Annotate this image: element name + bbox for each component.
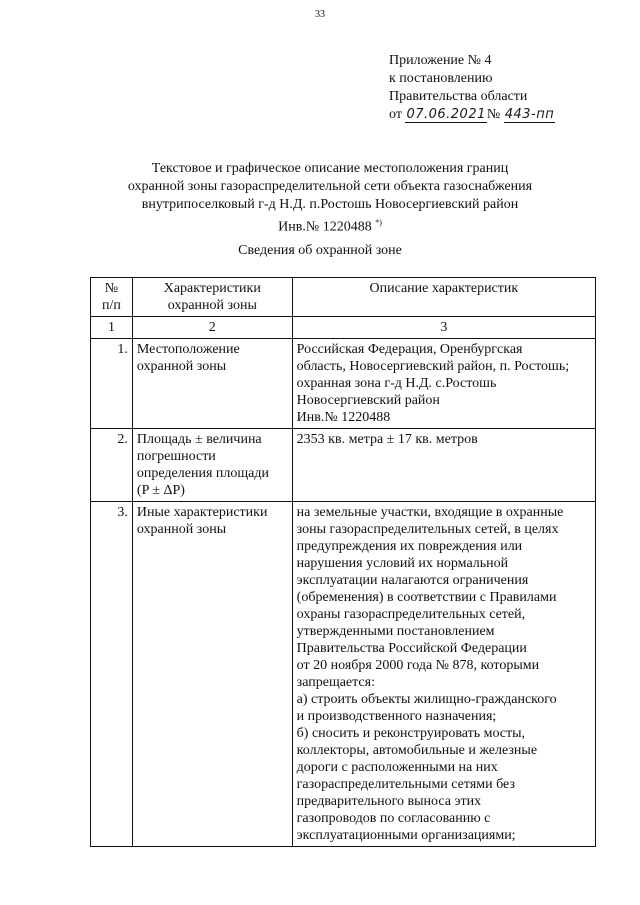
index-cell-1: 1 <box>91 317 133 339</box>
title-line-1: Текстовое и графическое описание местоположения границ <box>151 161 509 176</box>
description-line: дороги с расположенными на них <box>296 760 498 775</box>
section-title: Сведения об охранной зоне <box>238 243 402 258</box>
description-line: зоны газораспределительных сетей, в целях <box>296 522 559 537</box>
header-number-line-1: № <box>104 281 119 296</box>
index-cell-2: 2 <box>132 317 292 339</box>
description-line: Инв.№ 1220488 <box>296 410 391 425</box>
description-line: эксплуатационными организациями; <box>296 828 516 843</box>
description-line: охраны газораспределительных сетей, <box>296 607 526 622</box>
header-characteristics <box>132 278 292 317</box>
characteristic-line: определения площади <box>136 466 269 481</box>
description-line: Российская Федерация, Оренбургская <box>296 342 523 357</box>
table-header-row <box>91 278 596 317</box>
characteristic-line: Иные характеристики <box>136 505 268 520</box>
header-number <box>91 278 133 317</box>
row-description <box>292 502 595 847</box>
appendix-line-3: Правительства области <box>389 89 528 104</box>
row-description <box>292 339 595 429</box>
page-number: 33 <box>315 9 325 20</box>
header-characteristics-line-2: охранной зоны <box>167 298 257 313</box>
description-line: (обременения) в соответствии с Правилами <box>296 590 557 605</box>
footnote-mark: *) <box>375 218 382 227</box>
characteristic-line: охранной зоны <box>136 359 227 374</box>
description-line: Правительства Российской Федерации <box>296 641 527 656</box>
number-sign: № <box>486 107 501 122</box>
characteristic-line: погрешности <box>136 449 216 464</box>
description-line: и производственного назначения; <box>296 709 497 724</box>
description-line: утвержденными постановлением <box>296 624 495 639</box>
description-line: газораспределительными сетями без <box>296 777 515 792</box>
appendix-line-1: Приложение № 4 <box>389 53 492 68</box>
description-line: запрещается: <box>296 675 375 690</box>
characteristic-line: Местоположение <box>136 342 240 357</box>
appendix-date-line <box>389 106 629 124</box>
zone-info-table <box>90 277 596 847</box>
row-description <box>292 429 595 502</box>
description-line: газопроводов по согласованию с <box>296 811 491 826</box>
row-number: 2. <box>91 429 133 502</box>
description-line: на земельные участки, входящие в охранные <box>296 505 564 520</box>
table-index-row <box>91 317 596 339</box>
description-line: от 20 ноября 2000 года № 878, которыми <box>296 658 540 673</box>
appendix-date-prefix: от <box>389 107 402 122</box>
row-characteristic <box>132 339 292 429</box>
characteristic-line: Площадь ± величина <box>136 432 262 447</box>
row-characteristic <box>132 429 292 502</box>
description-line: предварительного выноса этих <box>296 794 482 809</box>
appendix-block <box>389 52 629 124</box>
description-line: б) сносить и реконструировать мосты, <box>296 726 526 741</box>
index-cell-3: 3 <box>292 317 595 339</box>
title-line-2: охранной зоны газораспределительной сети объекта газоснабжения <box>127 179 533 194</box>
description-line: охранная зона г-д Н.Д. с.Ростошь <box>296 376 497 391</box>
handwritten-number: 443-пп <box>504 107 555 122</box>
description-line: Новосергиевский район <box>296 393 440 408</box>
description-line: нарушения условий их нормальной <box>296 556 509 571</box>
characteristic-line: охранной зоны <box>136 522 227 537</box>
table-row <box>91 339 596 429</box>
handwritten-date: 07.06.2021 <box>406 107 486 122</box>
description-line: 2353 кв. метра ± 17 кв. метров <box>296 432 478 447</box>
description-line: область, Новосергиевский район, п. Ростошь; <box>296 359 570 374</box>
characteristic-line: (P ± ΔP) <box>136 483 185 498</box>
title-line-4 <box>100 214 560 237</box>
row-characteristic <box>132 502 292 847</box>
document-title <box>100 160 560 237</box>
row-number: 1. <box>91 339 133 429</box>
description-line: а) строить объекты жилищно-гражданского <box>296 692 557 707</box>
description-line: предупреждения их повреждения или <box>296 539 523 554</box>
header-number-line-2: п/п <box>102 298 121 313</box>
table-row <box>91 429 596 502</box>
description-line: коллекторы, автомобильные и железные <box>296 743 538 758</box>
table-row <box>91 502 596 847</box>
title-line-3: внутрипоселковый г-д Н.Д. п.Ростошь Новосергиевский район <box>141 197 519 212</box>
appendix-line-2: к постановлению <box>389 71 493 86</box>
description-line: эксплуатации налагаются ограничения <box>296 573 529 588</box>
row-number: 3. <box>91 502 133 847</box>
header-characteristics-line-1: Характеристики <box>163 281 261 296</box>
header-description: Описание характеристик <box>292 278 595 317</box>
inventory-number: Инв.№ 1220488 <box>278 219 372 235</box>
